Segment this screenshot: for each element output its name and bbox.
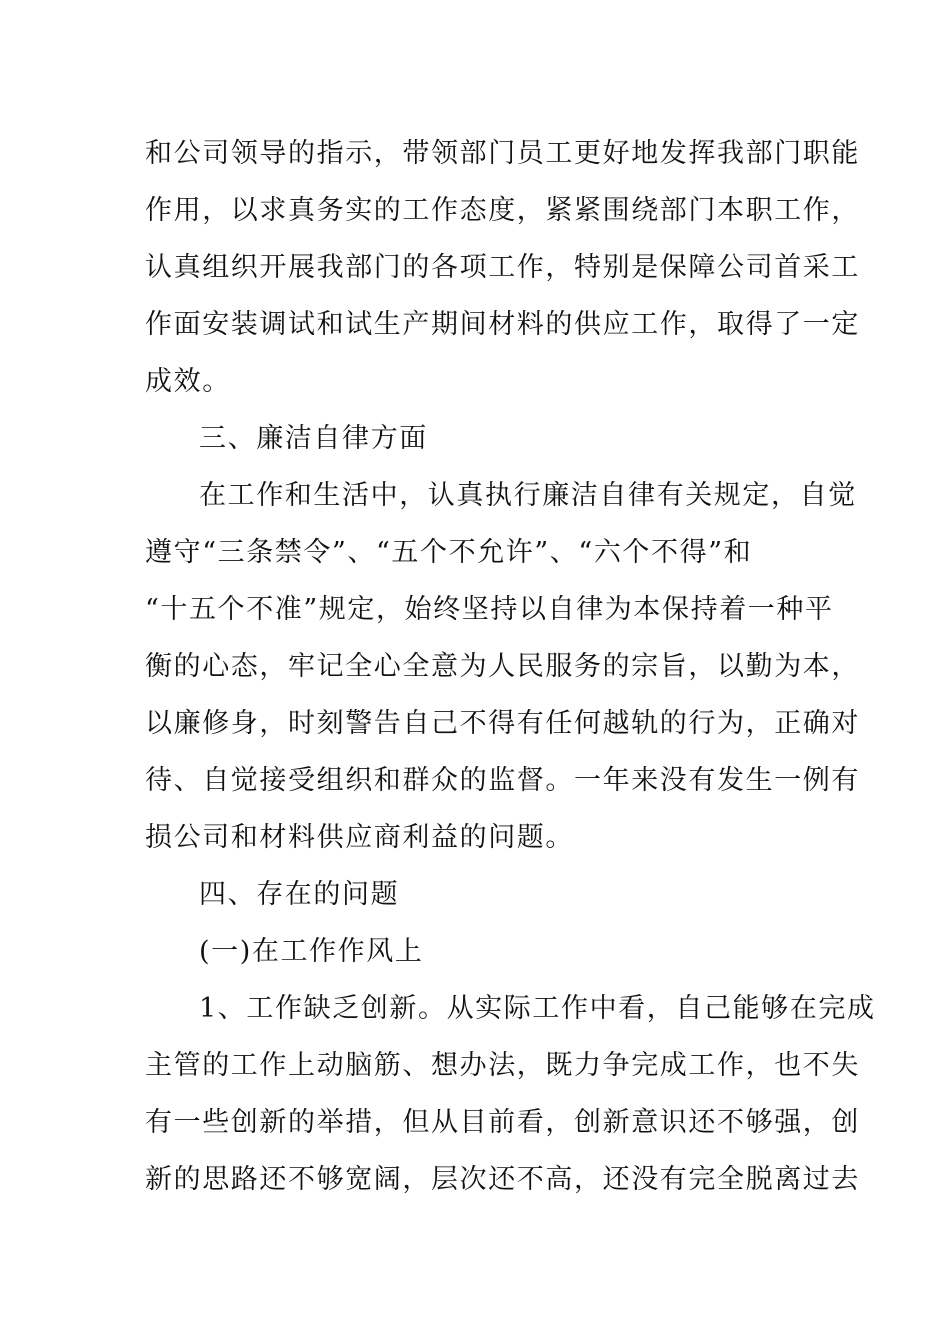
text-line: 损公司和材料供应商利益的问题。 (145, 822, 574, 853)
text-line: 以廉修身，时刻警告自己不得有任何越轨的行为，正确对 (145, 708, 860, 739)
text-line: 认真组织开展我部门的各项工作，特别是保障公司首采工 (145, 252, 860, 283)
text-line: 作用，以求真务实的工作态度，紧紧围绕部门本职工作， (145, 195, 860, 226)
text-line: “十五个不准”规定，始终坚持以自律为本保持着一种平 (145, 594, 834, 625)
text-line: 在工作和生活中，认真执行廉洁自律有关规定，自觉 (199, 480, 857, 511)
text-line: 主管的工作上动脑筋、想办法，既力争完成工作，也不失 (145, 1050, 860, 1081)
text-line: 新的思路还不够宽阔，层次还不高，还没有完全脱离过去 (145, 1164, 860, 1195)
text-line: 有一些创新的举措，但从目前看，创新意识还不够强，创 (145, 1107, 860, 1138)
text-line: 成效。 (145, 366, 231, 397)
text-line: 1、工作缺乏创新。从实际工作中看，自己能够在完成 (199, 993, 876, 1024)
text-line: 待、自觉接受组织和群众的监督。一年来没有发生一例有 (145, 765, 860, 796)
text-line: 衡的心态，牢记全心全意为人民服务的宗旨，以勤为本， (145, 651, 860, 682)
text-line: 遵守“三条禁令”、“五个不允许”、“六个不得”和 (145, 537, 753, 568)
document-body (145, 125, 876, 1208)
text-line: (一)在工作作风上 (199, 936, 424, 967)
text-line: 作面安装调试和试生产期间材料的供应工作，取得了一定 (145, 309, 860, 340)
text-line: 和公司领导的指示，带领部门员工更好地发挥我部门职能 (145, 138, 860, 169)
text-line: 四、存在的问题 (199, 879, 400, 910)
text-line: 三、廉洁自律方面 (199, 423, 428, 454)
